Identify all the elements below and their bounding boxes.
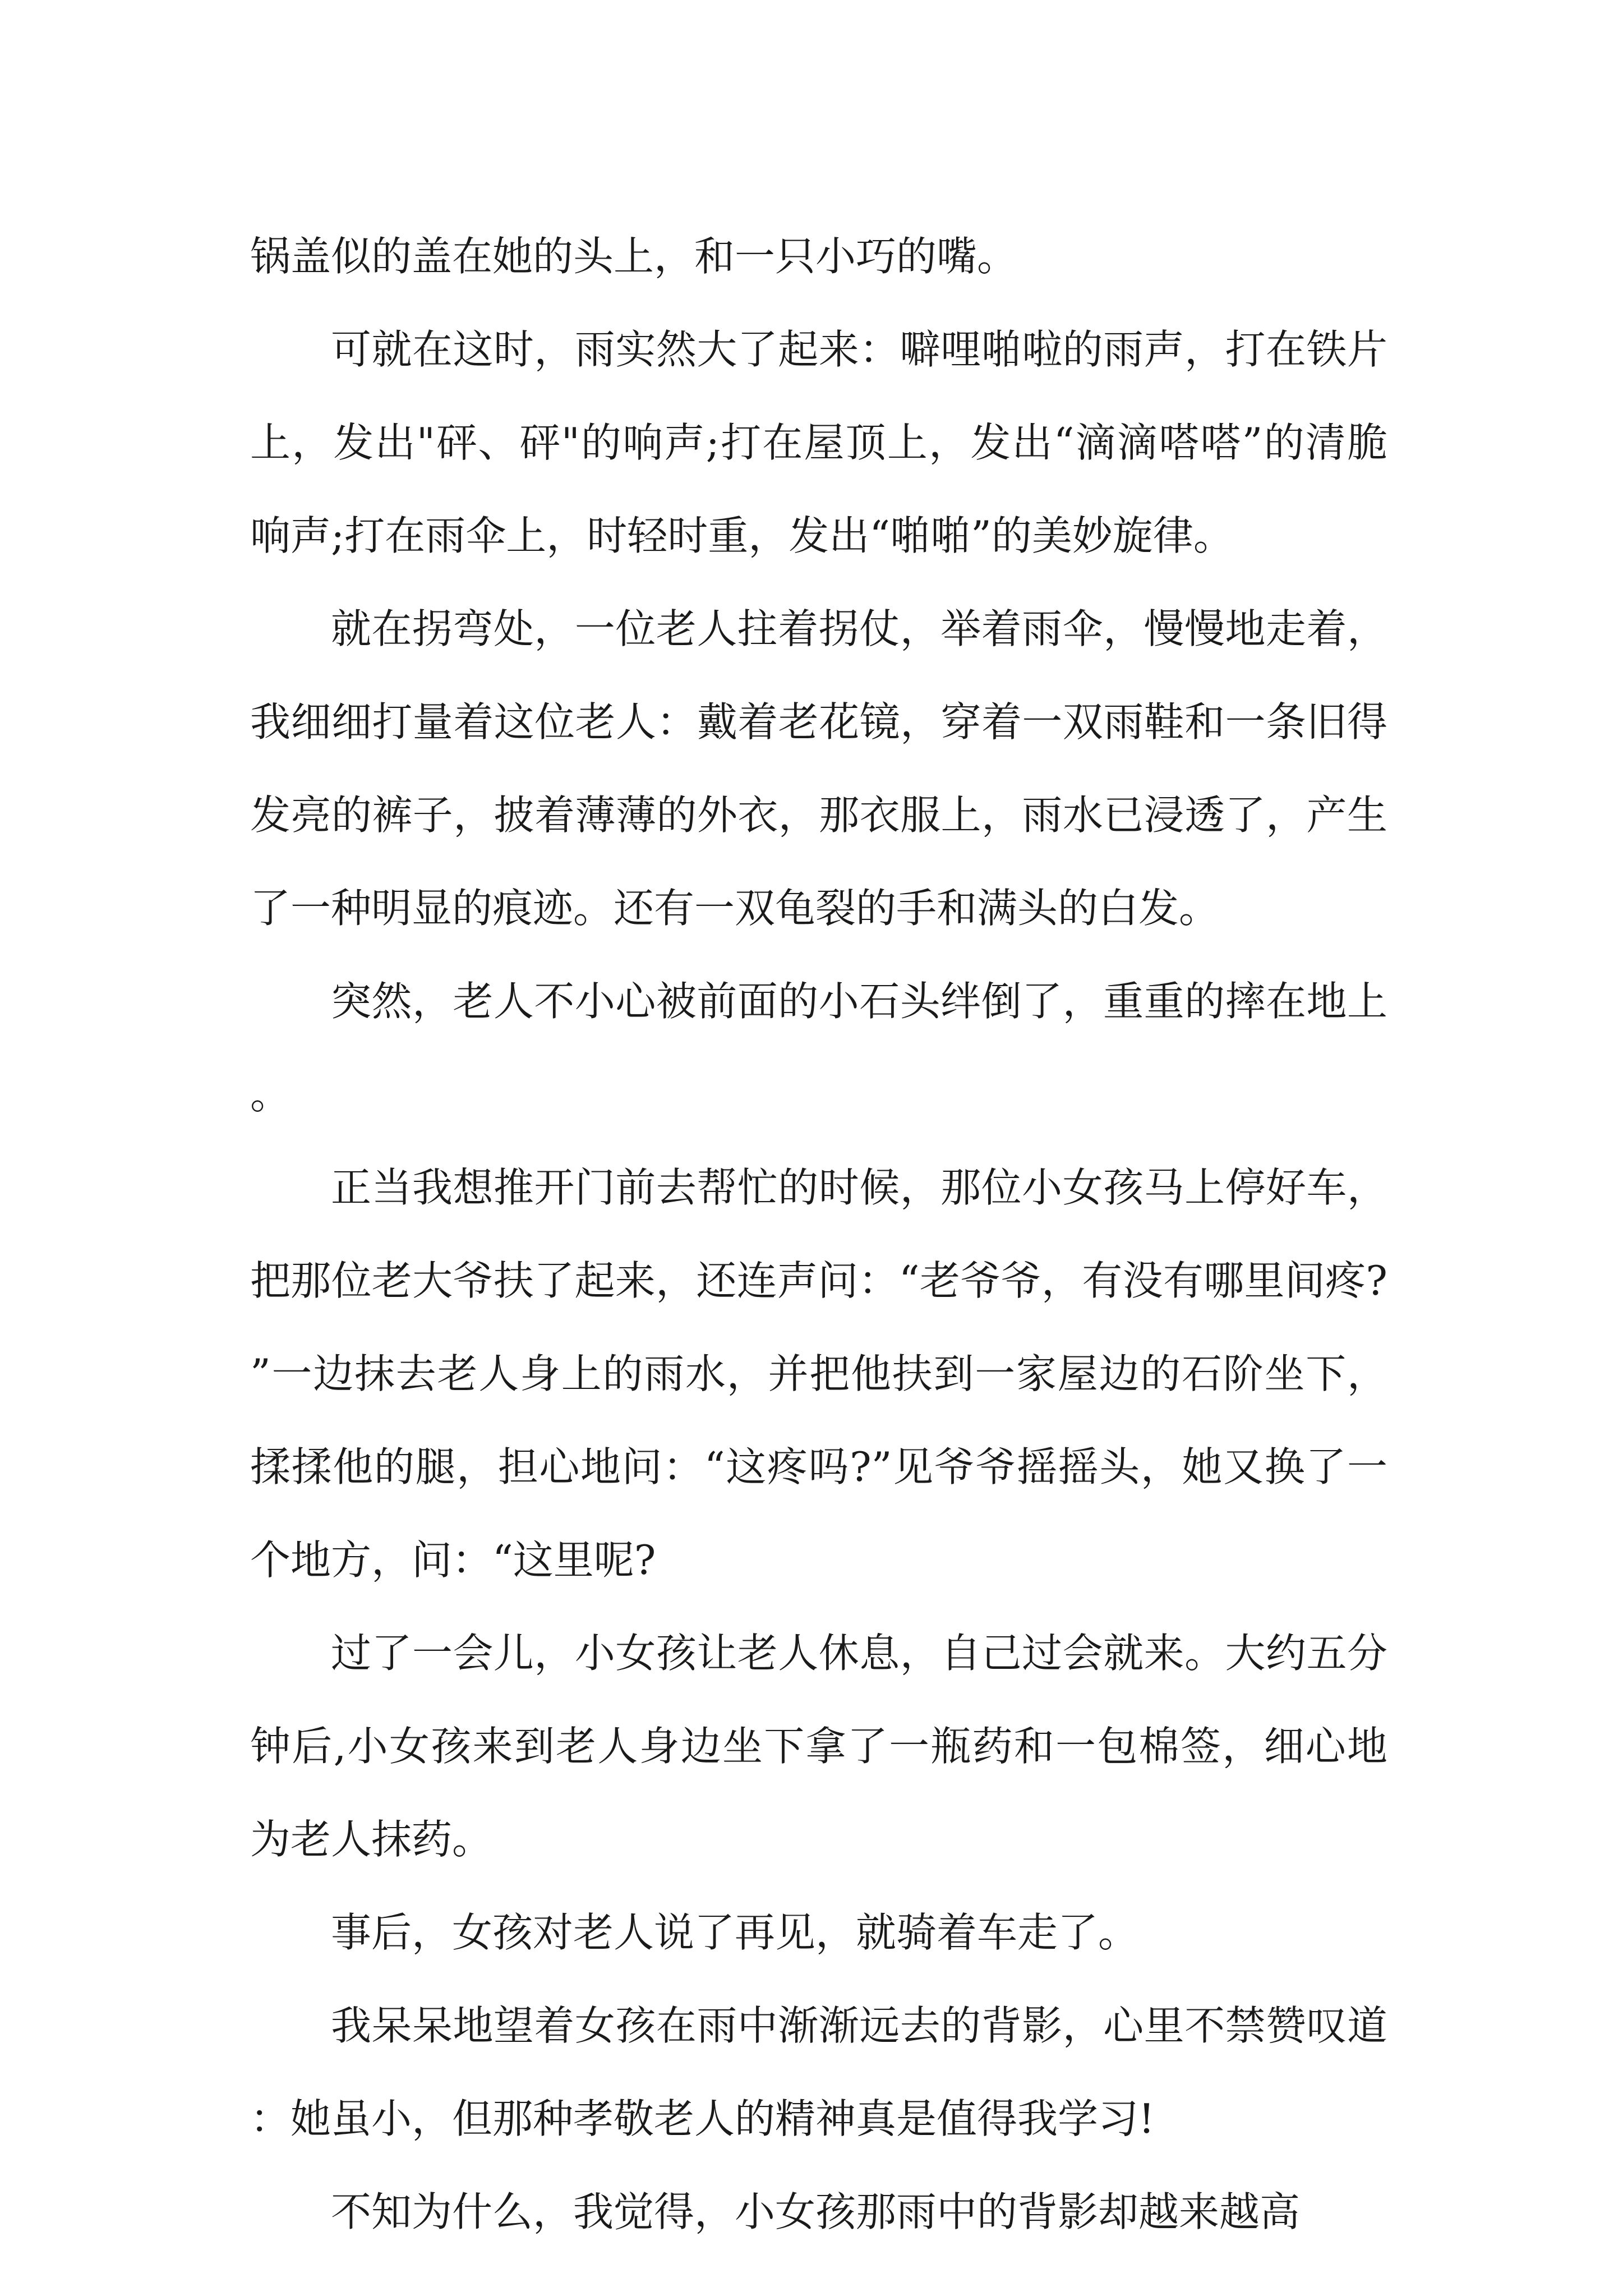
paragraph: 就在拐弯处，一位老人拄着拐仗，举着雨伞，慢慢地走着，我细细打量着这位老人：戴着老花镜，穿着一双雨鞋和一条旧得发亮的裤子，披着薄薄的外衣，那衣服上，雨水已浸透了，产生了一种明显的痕迹。还有一双龟裂的手和满头的白发。 [250, 605, 1387, 932]
paragraph: 突然，老人不小心被前面的小石头绊倒了，重重的摔在地上。 [250, 978, 1387, 1118]
paragraph: 我呆呆地望着女孩在雨中渐渐远去的背影，心里不禁赞叹道：她虽小，但那种孝敬老人的精神真是值得我学习! [250, 2002, 1387, 2142]
paragraph: 锅盖似的盖在她的头上，和一只小巧的嘴。 [250, 233, 1018, 280]
paragraph: 不知为什么，我觉得，小女孩那雨中的背影却越来越高 [331, 2188, 1301, 2235]
document-body [250, 210, 1387, 2258]
paragraph: 正当我想推开门前去帮忙的时候，那位小女孩马上停好车，把那位老大爷扶了起来，还连声问：“老爷爷，有没有哪里间疼?”一边抹去老人身上的雨水，并把他扶到一家屋边的石阶坐下，揉揉他的腿，担心地问：“这疼吗?”见爷爷摇摇头，她又换了一个地方，问：“这里呢? [250, 1164, 1387, 1584]
paragraph: 过了一会儿，小女孩让老人休息，自己过会就来。大约五分钟后,小女孩来到老人身边坐下拿了一瓶药和一包棉签，细心地为老人抹药。 [250, 1630, 1387, 1863]
paragraph: 事后，女孩对老人说了再见，就骑着车走了。 [331, 1909, 1139, 1956]
paragraph: 可就在这时，雨实然大了起来：噼哩啪啦的雨声，打在铁片上，发出"砰、砰"的响声;打在屋顶上，发出“滴滴嗒嗒”的清脆响声;打在雨伞上，时轻时重，发出“啪啪”的美妙旋律。 [250, 326, 1387, 559]
